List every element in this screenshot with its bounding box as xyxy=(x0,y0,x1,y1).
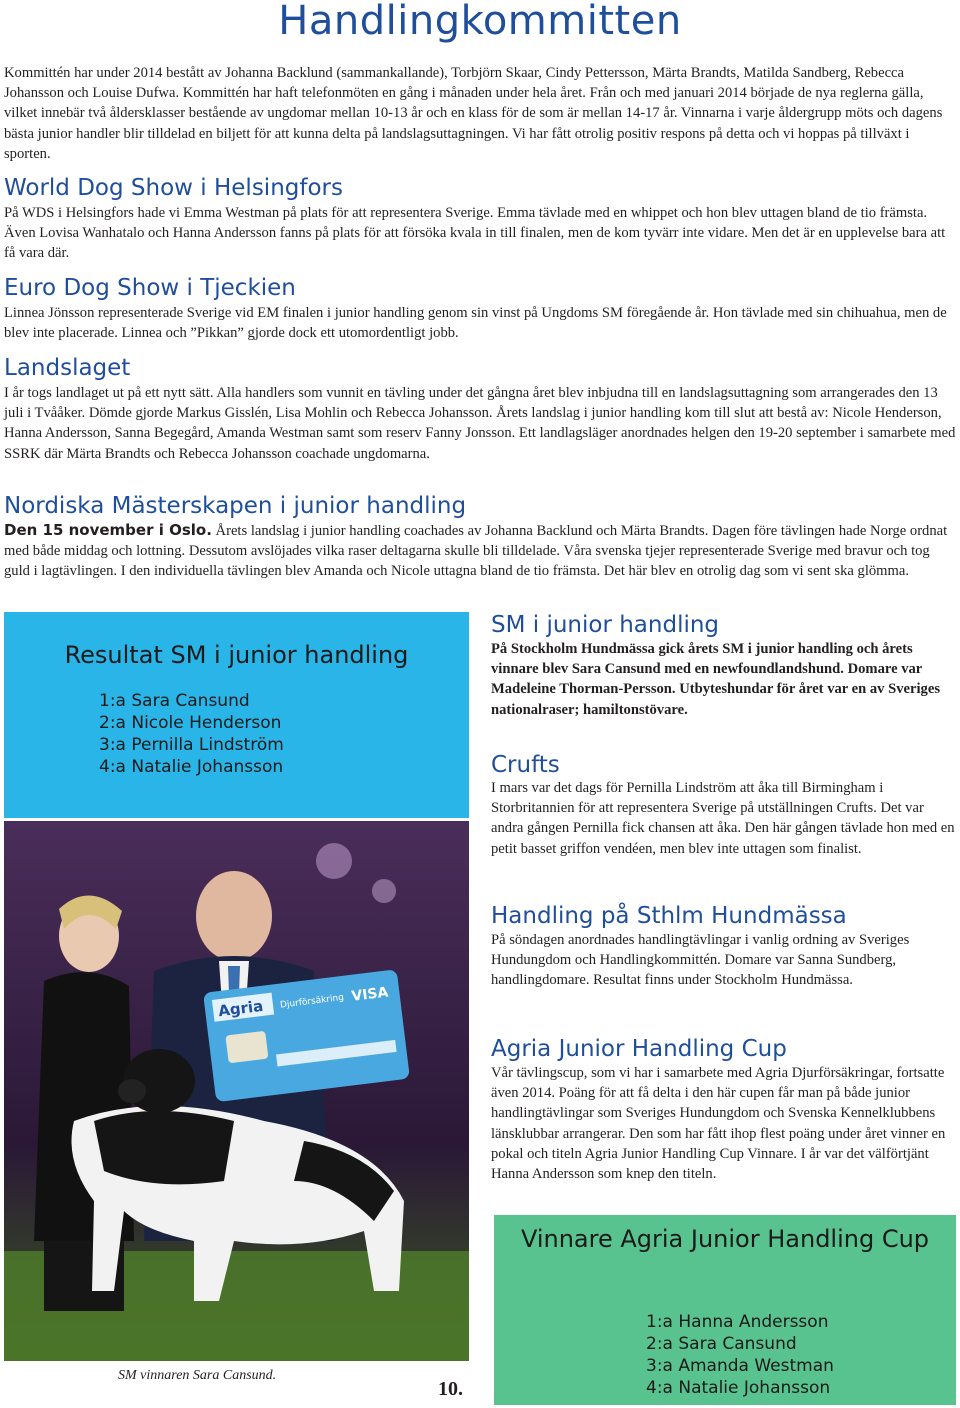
intro-paragraph: Kommittén har under 2014 bestått av Johanna Backlund (sammankallande), Torbjörn Skaar, Cindy Pettersson, Märta Brandts, Matilda Sandberg, Rebecca Johansson och Louise Dufwa. Kommittén har haft telefonmöten en gång i månaden under hela året. Från och med januari 2014 började de nya reglerna gälla, vilket innebär två åldersklasser bestående av ungdomar mellan 10-13 år och en klass för de som är mellan 14-17 år. Vinnarna i varje åldergrupp möts och dagens bästa junior handler blir tilldelad en biljett för att kunna delta på landslagsuttagningen. Vi har fått otrolig positiv respons på detta och vi hoppas på tillväxt i sporten. xyxy=(4,65,943,162)
sthlm-heading: Handling på Sthlm Hundmässa xyxy=(491,903,847,929)
list-item: 1:a Hanna Andersson xyxy=(646,1312,829,1332)
winner-photo-illustration xyxy=(4,821,469,1361)
list-item: 4:a Natalie Johansson xyxy=(99,757,284,777)
nordiska-lead: Den 15 november i Oslo. xyxy=(4,521,212,539)
card-network: VISA xyxy=(350,984,390,1005)
sm-result-list xyxy=(99,690,284,778)
photo-caption: SM vinnaren Sara Cansund. xyxy=(118,1368,277,1383)
winner-photo xyxy=(4,821,469,1361)
sm-paragraph: På Stockholm Hundmässa gick årets SM i junior handling och årets vinnare blev Sara Cansund med en newfoundlandshund. Domare var Madeleine Thorman-Persson. Utbyteshundar för året var en av Sveriges nationalraser; hamiltonstövare. xyxy=(491,641,941,718)
sm-heading: SM i junior handling xyxy=(491,612,720,638)
card-sub: Djurförsäkring xyxy=(279,992,345,1011)
crufts-paragraph: I mars var det dags för Pernilla Lindström att åka till Birmingham i Storbritannien för att representera Sverige på utställningen Crufts. Det var andra gången Pernilla fick chansen att åka. Den här gången tävlade hon med en petit basset griffon vendéen, men blev inte uttagen som finalist. xyxy=(491,780,955,857)
crufts-heading: Crufts xyxy=(491,752,560,778)
card-brand: Agria xyxy=(217,996,265,1021)
nordiska-body: Årets landslag i junior handling coachades av Johanna Backlund och Märta Brandts. Dagen före tävlingen hade Norge ordnat med både middag och lottning. Dessutom avslöjades vilka raser deltagarna skulle bli tilldelade. Våra svenska tjejer representerade Sverige med bravur och tog guld i lagtävlingen. I den individuella tävlingen blev Amanda och Nicole uttagna bland de tio främsta. Det här blev en otrolig dag som vi sent ska glömma. xyxy=(4,523,948,580)
wds-paragraph: På WDS i Helsingfors hade vi Emma Westman på plats för att representera Sverige. Emma tävlade med en whippet och hon blev uttagen bland de tio främsta. Även Lovisa Wanhatalo och Hanna Andersson fanns på plats för att försöka kvala in till finalen, men de kom tyvärr inte vidare. Men det är en upplevelse bara att få vara där. xyxy=(4,205,946,262)
euro-heading: Euro Dog Show i Tjeckien xyxy=(4,275,296,301)
list-item: 2:a Sara Cansund xyxy=(646,1334,797,1354)
nordiska-heading: Nordiska Mästerskapen i junior handling xyxy=(4,493,467,519)
list-item: 1:a Sara Cansund xyxy=(99,691,250,711)
list-item: 2:a Nicole Henderson xyxy=(99,713,282,733)
page-title: Handlingkommitten xyxy=(278,0,682,44)
sm-result-box xyxy=(4,612,469,818)
agria-result-title: Vinnare Agria Junior Handling Cup xyxy=(520,1225,930,1253)
agria-paragraph: Vår tävlingscup, som vi har i samarbete med Agria Djurförsäkringar, fortsatte även 2014. Poäng för att få delta i den här cupen får man på både junior handlingtävlingar som Sveriges Hundungdom och Svenska Kennelklubbens länsklubbar arrangerar. Den som har fått ihop flest poäng under året vinner en pokal och titeln Agria Junior Handling Cup Vinnare. I år var det välförtjänt Hanna Andersson som knep den titeln. xyxy=(491,1065,946,1183)
nordiska-paragraph xyxy=(4,520,956,582)
list-item: 4:a Natalie Johansson xyxy=(646,1378,831,1398)
euro-paragraph: Linnea Jönsson representerade Sverige vid EM finalen i junior handling genom sin vinst på Ungdoms SM föregående år. Hon tävlade med sin chihuahua, men de blev inte placerade. Linnea och ”Pikkan” gjorde dock ett utomordentligt jobb. xyxy=(4,305,947,342)
wds-heading: World Dog Show i Helsingfors xyxy=(4,175,343,201)
landslaget-heading: Landslaget xyxy=(4,355,131,381)
sthlm-paragraph: På söndagen anordnades handlingtävlingar i vanlig ordning av Sveriges Hundungdom och Handlingkommittén. Domare var Sanna Sundberg, handlingdomare. Resultat finns under Stockholm Hundmässa. xyxy=(491,932,910,989)
list-item: 3:a Pernilla Lindström xyxy=(99,735,284,755)
agria-result-list xyxy=(646,1311,834,1399)
list-item: 3:a Amanda Westman xyxy=(646,1356,834,1376)
agria-heading: Agria Junior Handling Cup xyxy=(491,1036,787,1062)
landslaget-paragraph: I år togs landlaget ut på ett nytt sätt. Alla handlers som vunnit en tävling under det gångna året blev inbjudna till en landslagsuttagning som arrangerades den 13 juli i Tvååker. Dömde gjorde Markus Gisslén, Lisa Mohlin och Rebecca Johansson. Årets landslag i junior handling kom till slut att bestå av: Nicole Henderson, Hanna Andersson, Sanna Begegård, Amanda Westman samt som reserv Fanny Jonsson. Ett landlagsläger anordnades helgen den 19-20 september i samarbete med SSRK där Märta Brandts och Rebecca Johansson coachade ungdomarna. xyxy=(4,385,956,462)
sm-result-title: Resultat SM i junior handling xyxy=(64,641,409,669)
page-number: 10. xyxy=(438,1378,463,1400)
agria-result-box xyxy=(494,1215,956,1405)
